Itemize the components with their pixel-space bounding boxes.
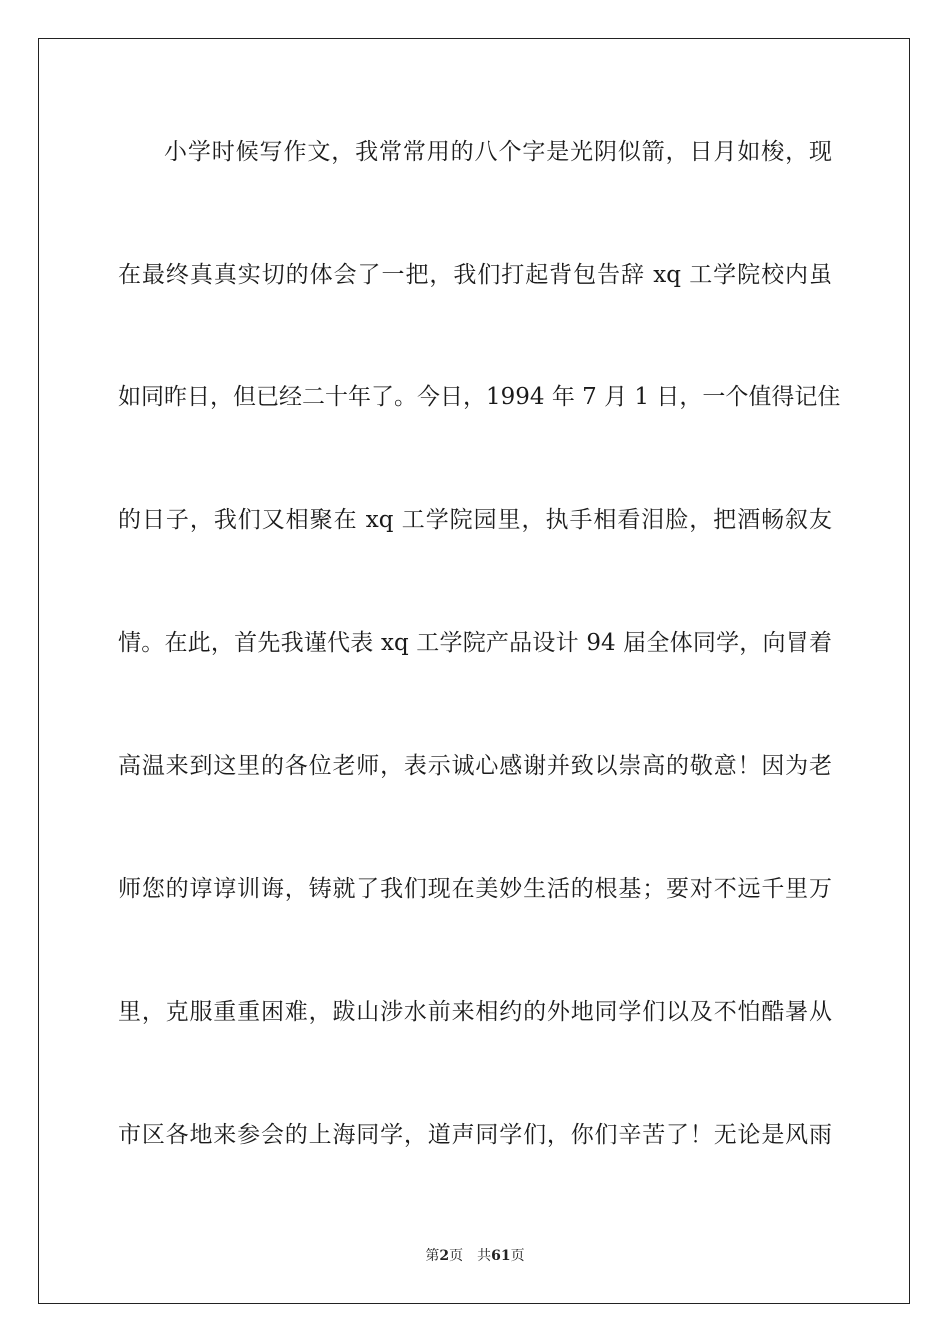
text-line-8: 里，克服重重困难，跋山涉水前来相约的外地同学们以及不怕酷暑从 (118, 999, 832, 1025)
page-suffix: 页 (449, 1248, 464, 1264)
text-line-2: 在最终真真实切的体会了一把，我们打起背包告辞 xq 工学院校内虽 (118, 262, 832, 288)
text-line-6: 高温来到这里的各位老师，表示诚心感谢并致以崇高的敬意！因为老 (118, 753, 832, 779)
total-pages: 61 (491, 1248, 511, 1264)
total-suffix: 页 (510, 1248, 525, 1264)
page-prefix: 第 (425, 1248, 440, 1264)
total-prefix: 共 (477, 1248, 492, 1264)
text-line-1: 小学时候写作文，我常常用的八个字是光阴似箭，日月如梭，现 (164, 139, 832, 165)
text-line-4: 的日子，我们又相聚在 xq 工学院园里，执手相看泪脸，把酒畅叙友 (118, 507, 832, 533)
page-footer (0, 1246, 950, 1266)
text-line-7: 师您的谆谆训诲，铸就了我们现在美妙生活的根基；要对不远千里万 (118, 876, 832, 902)
text-line-9: 市区各地来参会的上海同学，道声同学们，你们辛苦了！无论是风雨 (118, 1122, 832, 1148)
text-line-5: 情。在此，首先我谨代表 xq 工学院产品设计 94 届全体同学，向冒着 (118, 630, 832, 656)
text-line-3: 如同昨日，但已经二十年了。今日，1994 年 7 月 1 日，一个值得记住 (118, 384, 841, 410)
page-number: 2 (439, 1248, 450, 1264)
